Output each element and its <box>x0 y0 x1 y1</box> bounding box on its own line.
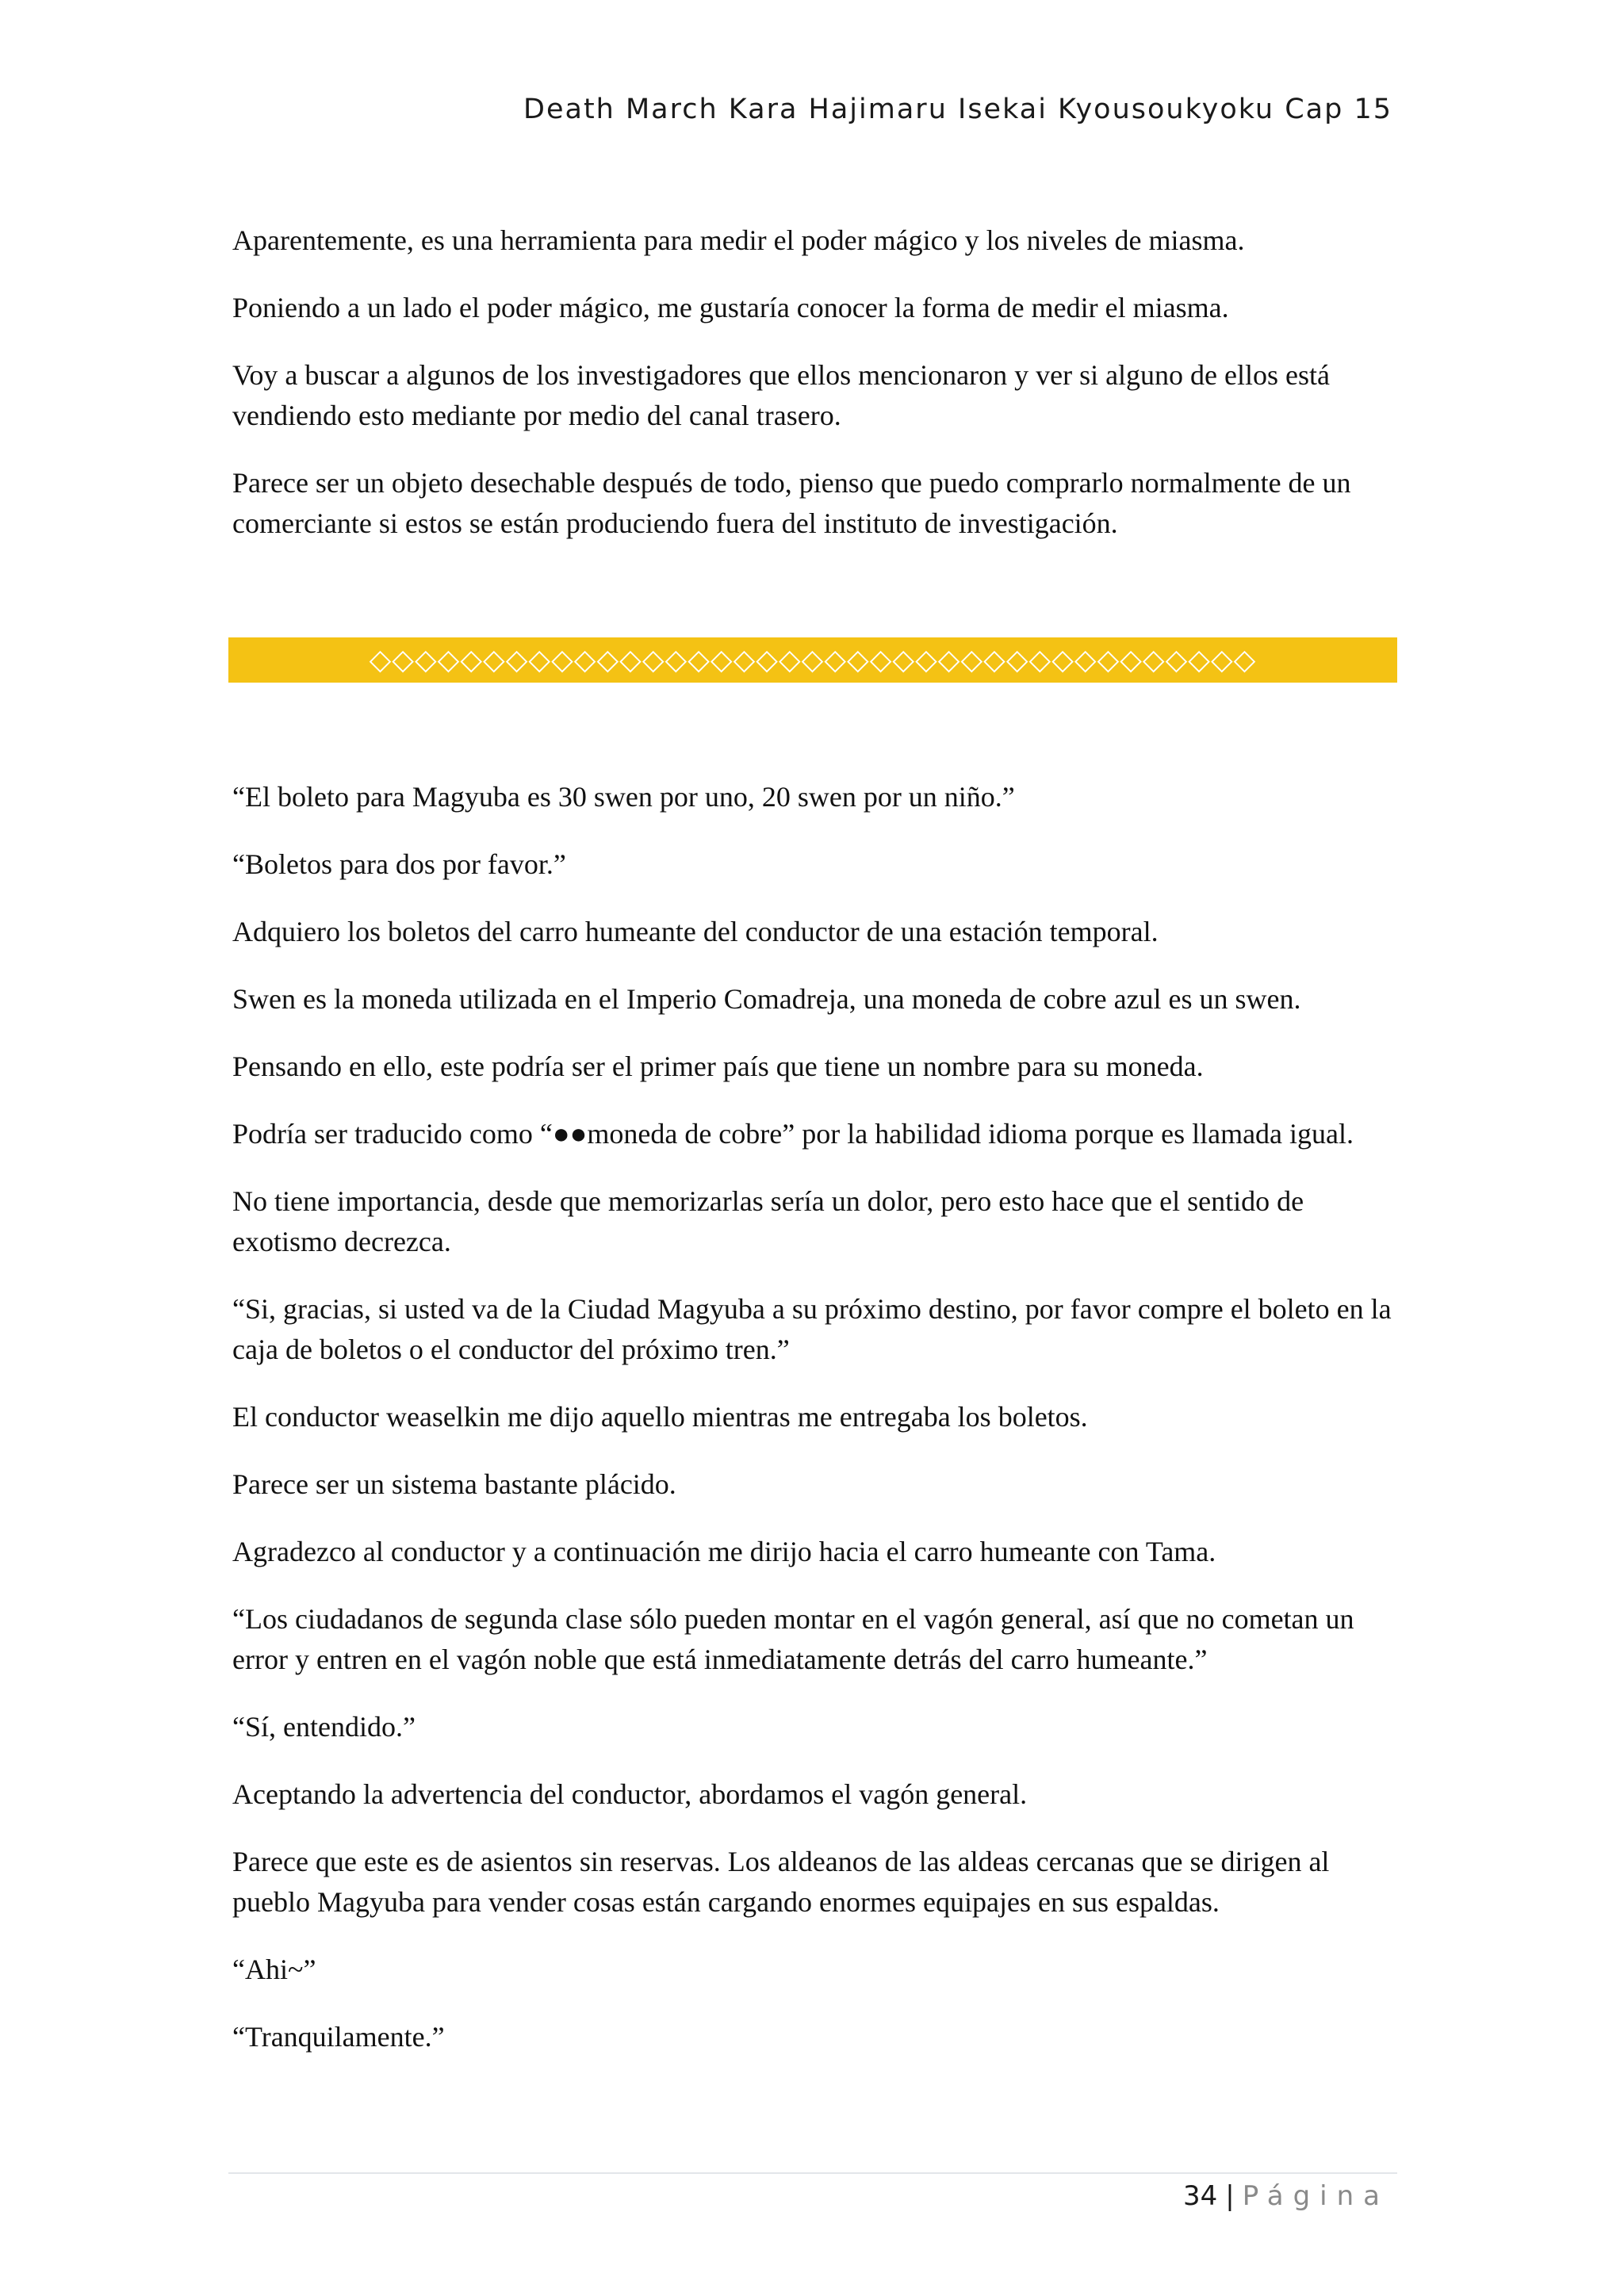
paragraph: “Sí, entendido.” <box>232 1711 416 1743</box>
paragraph: Podría ser traducido como “●●moneda de cobre” por la habilidad idioma porque es llamada igual. <box>232 1118 1354 1150</box>
paragraph: “El boleto para Magyuba es 30 swen por uno, 20 swen por un niño.” <box>232 781 1015 813</box>
paragraph: Parece que este es de asientos sin reservas. Los aldeanos de las aldeas cercanas que se dirigen al pueblo Magyuba para vender cosas están cargando enormes equipajes en sus espaldas. <box>232 1846 1330 1918</box>
paragraph: “Los ciudadanos de segunda clase sólo pueden montar en el vagón general, así que no cometan un error y entren en el vagón noble que está inmediatamente detrás del carro humeante.” <box>232 1603 1354 1675</box>
footer-separator: | <box>1225 2180 1235 2212</box>
paragraph: Voy a buscar a algunos de los investigadores que ellos mencionaron y ver si alguno de ellos está vendiendo esto mediante por medio del canal trasero. <box>232 359 1330 431</box>
page-number: 34 <box>1183 2180 1218 2212</box>
scene-break-divider <box>228 637 1397 683</box>
paragraph: No tiene importancia, desde que memorizarlas sería un dolor, pero esto hace que el sentido de exotismo decrezca. <box>232 1185 1304 1257</box>
page-word: Página <box>1242 2180 1389 2212</box>
footer-divider <box>228 2172 1397 2174</box>
paragraph: Pensando en ello, este podría ser el primer país que tiene un nombre para su moneda. <box>232 1050 1204 1082</box>
diamond-pattern: ◇◇◇◇◇◇◇◇◇◇◇◇◇◇◇◇◇◇◇◇◇◇◇◇◇◇◇◇◇◇◇◇◇◇◇◇◇◇◇ <box>369 644 1257 676</box>
paragraph: Poniendo a un lado el poder mágico, me gustaría conocer la forma de medir el miasma. <box>232 292 1229 323</box>
paragraph: “Ahi~” <box>232 1954 316 1985</box>
page-header-title: Death March Kara Hajimaru Isekai Kyousoukyoku Cap 15 <box>523 94 1392 125</box>
paragraph: Parece ser un sistema bastante plácido. <box>232 1468 676 1500</box>
paragraph: Agradezco al conductor y a continuación me dirijo hacia el carro humeante con Tama. <box>232 1536 1216 1567</box>
paragraph: Swen es la moneda utilizada en el Imperio Comadreja, una moneda de cobre azul es un swen. <box>232 983 1301 1015</box>
paragraph: “Tranquilamente.” <box>232 2021 445 2053</box>
page-footer <box>1183 2176 1389 2216</box>
paragraph: “Boletos para dos por favor.” <box>232 848 566 880</box>
paragraph: Aparentemente, es una herramienta para medir el poder mágico y los niveles de miasma. <box>232 224 1245 256</box>
paragraph: El conductor weaselkin me dijo aquello mientras me entregaba los boletos. <box>232 1401 1088 1433</box>
paragraph: Parece ser un objeto desechable después de todo, pienso que puedo comprarlo normalmente de un comerciante si estos se están produciendo fuera del instituto de investigación. <box>232 467 1351 539</box>
paragraph: Adquiero los boletos del carro humeante del conductor de una estación temporal. <box>232 916 1159 947</box>
text-block-main <box>232 777 1398 2084</box>
text-block-top <box>232 220 1398 571</box>
paragraph: Aceptando la advertencia del conductor, abordamos el vagón general. <box>232 1778 1028 1810</box>
paragraph: “Si, gracias, si usted va de la Ciudad Magyuba a su próximo destino, por favor compre el boleto en la caja de boletos o el conductor del próximo tren.” <box>232 1293 1392 1365</box>
